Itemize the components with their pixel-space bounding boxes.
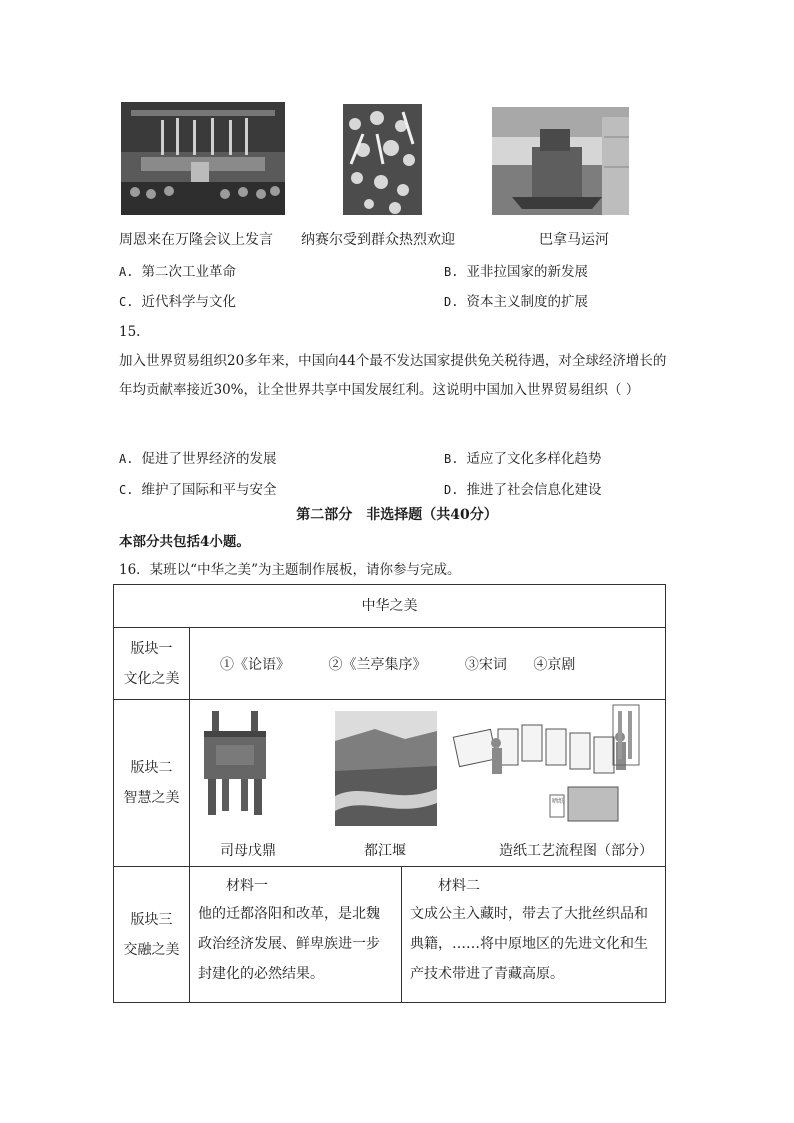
q14-option-c[interactable]: [119, 290, 236, 310]
option-letter: C.: [119, 295, 134, 309]
option-letter: C.: [119, 483, 134, 497]
bandung-conference-photo: [121, 102, 285, 215]
culture-item: ②《兰亭集序》: [328, 656, 427, 673]
option-text: 第二次工业革命: [141, 264, 236, 280]
culture-item: ①《论语》: [220, 656, 290, 673]
material1-line1: 他的迁都洛阳和改革，是北魏: [198, 906, 380, 922]
option-text: 维护了国际和平与安全: [141, 482, 277, 498]
material2-line1: 文成公主入藏时，带去了大批丝织品和: [410, 906, 648, 922]
board-title: 中华之美: [114, 585, 666, 628]
simuwu-ding-image: [200, 709, 270, 819]
option-text: 适应了文化多样化趋势: [466, 451, 602, 467]
q15-option-d[interactable]: [444, 478, 601, 498]
ding-caption: 司母戊鼎: [220, 842, 276, 859]
material1-cell: [190, 867, 402, 1003]
option-letter: D.: [444, 295, 459, 309]
part2-note: 本部分共包括4小题。: [119, 534, 250, 550]
section3-label: [114, 867, 190, 1003]
culture-item: ③宋词: [464, 656, 507, 673]
q15-option-b[interactable]: [444, 447, 601, 467]
material1-line2: 政治经济发展、鲜卑族进一步: [198, 936, 380, 952]
q15-number: 15.: [119, 324, 141, 340]
papermaking-caption: 造纸工艺流程图（部分）: [499, 842, 653, 859]
section1-items: [190, 628, 666, 700]
material2-line2: 典籍，……将中原地区的先进文化和生: [410, 936, 648, 952]
section3-label-line2: 交融之美: [123, 941, 180, 958]
q15-option-a[interactable]: [119, 447, 276, 467]
option-text: 亚非拉国家的新发展: [466, 264, 588, 280]
panama-canal-photo: [492, 107, 629, 215]
q15-stem: 加入世界贸易组织20多年来，中国向44个最不发达国家提供免关税待遇，对全球经济增长的年均贡献率接近30%，让全世界共享中国发展红利。这说明中国加入世界贸易组织（ ）: [119, 353, 667, 398]
part2-title: 第二部分 非选择题（共40分）: [296, 507, 498, 523]
caption-bandung: 周恩来在万隆会议上发言: [119, 232, 273, 248]
section3-label-line1: 版块三: [130, 911, 173, 928]
option-letter: A.: [119, 452, 134, 466]
material2-title: 材料二: [438, 878, 480, 894]
option-letter: B.: [444, 452, 459, 466]
q14-option-b[interactable]: [444, 260, 588, 280]
material2-line3: 产技术带进了青藏高原。: [410, 966, 564, 982]
material1-line3: 封建化的必然结果。: [198, 966, 324, 982]
display-board-table: [113, 584, 666, 1003]
stamp-label: 晒纸: [552, 797, 565, 805]
option-letter: B.: [444, 265, 459, 279]
caption-nasser: 纳赛尔受到群众热烈欢迎: [301, 232, 455, 248]
material1-title: 材料一: [226, 878, 268, 894]
culture-item: ④京剧: [533, 656, 576, 673]
section1-label-line2: 文化之美: [123, 670, 180, 687]
nasser-welcome-photo: [343, 104, 422, 215]
q14-option-d[interactable]: [444, 290, 588, 310]
dujiangyan-caption: 都江堰: [364, 842, 406, 859]
section2-label-line2: 智慧之美: [123, 790, 180, 806]
section1-label-line1: 版块一: [130, 640, 173, 657]
papermaking-process-image: [438, 703, 643, 833]
material2-cell: [402, 867, 666, 1003]
option-letter: D.: [444, 483, 459, 497]
option-text: 资本主义制度的扩展: [466, 294, 588, 310]
option-text: 促进了世界经济的发展: [141, 451, 277, 467]
section2-label-line1: 版块二: [130, 760, 173, 776]
q16-stem: 16．某班以“中华之美”为主题制作展板，请你参与完成。: [119, 562, 461, 578]
caption-panama: 巴拿马运河: [539, 232, 609, 248]
option-letter: A.: [119, 265, 134, 279]
q14-option-a[interactable]: [119, 260, 236, 280]
dujiangyan-image: [335, 711, 437, 826]
q15-option-c[interactable]: [119, 478, 276, 498]
section1-label: [114, 628, 190, 700]
option-text: 近代科学与文化: [141, 294, 236, 310]
option-text: 推进了社会信息化建设: [466, 482, 602, 498]
section2-label: [114, 700, 190, 867]
section2-images: [190, 700, 666, 867]
